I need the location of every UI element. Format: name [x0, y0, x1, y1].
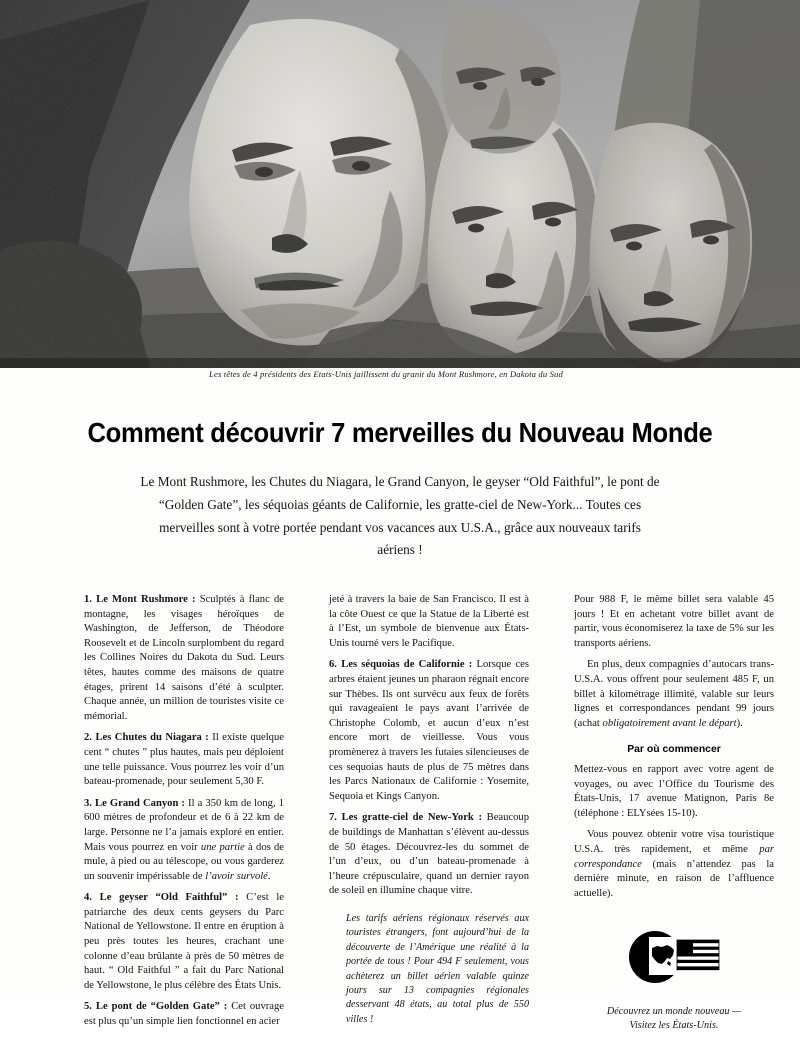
- usa-travel-service-logo-icon: [624, 928, 724, 986]
- wonder-item-4: [84, 891, 284, 993]
- item-1-number: 1.: [84, 594, 92, 605]
- item-7-body: Beaucoup de buildings de Manhattan s’élèvent au-dessus de 50 étages. Découvrez-les du sommet de l’un d’eux, ou d’un bateau-promenade à l’heure crépusculaire, quand un dernier rayon de soleil en illumine chaque vitre.: [329, 812, 529, 897]
- item-2-body: Il existe quelque cent “ chutes ” plus hautes, mais peu déploient une telle puissance. Vous pourrez les voir d’un bateau-promenade, pour seulement 5,30 F.: [84, 732, 284, 788]
- item-5-body: Cet ouvrage est plus qu’un simple lien fonctionnel en acier: [84, 1001, 284, 1028]
- airfare-promo-note: Les tarifs aériens régionaux réservés aux touristes étrangers, font aujourd’hui de la découverte de l’Amérique une réalité à la portée de tous ! Pour 494 F seulement, vous achèterez un billet aérien valable quinze jours sur 13 compagnies régionales desservant 48 états, au total plus de 550 villes !: [346, 912, 529, 1025]
- item-5-title: Le pont de “Golden Gate” :: [95, 1001, 228, 1013]
- item-3-title: Le Grand Canyon :: [95, 797, 185, 809]
- column-1: [84, 593, 284, 1037]
- wonder-item-2: [84, 731, 284, 789]
- bus-pass-paragraph: [574, 658, 774, 731]
- visa-paragraph: [574, 828, 774, 901]
- visa-text-b: (mais n’attendez pas la dernière minute, en raison de l’affluence actuelle).: [574, 858, 774, 899]
- wonder-item-1: [84, 593, 284, 724]
- article-columns: [0, 593, 800, 1037]
- tagline-line-1: Découvrez un monde nouveau —: [606, 1005, 742, 1017]
- item-2-number: 2.: [84, 732, 92, 744]
- item-5-continuation: jeté à travers la baie de San Francisco. Il est à la côte Ouest ce que la Statue de la Liberté est à l’Est, un symbole de bienvenue aux États-Unis tourné vers le Pacifique.: [329, 594, 529, 649]
- contact-paragraph: Mettez-vous en rapport avec votre agent de voyages, ou avec l’Office du Tourisme des États-Unis, 17 avenue Matignon, Paris 8e (téléphone : ELYsées 15-10).: [574, 763, 774, 819]
- item-5-number: 5.: [84, 1001, 92, 1013]
- item-4-title: Le geyser “Old Faithful” :: [99, 892, 239, 904]
- item-6-body: Lorsque ces arbres étaient jeunes un pharaon régnait encore sur Thèbes. Ils ont survécu aux feux de forêts qui ravageaient le pays avant l’arrivée de Christophe Colomb, et aucun d’eux n’est encore mort de vieillesse. Vous vous promènerez à travers les futaies silencieuses de ces sequoias hauts de plus de 75 mètres dans les Parcs Nationaux de Californie : Yosemite, Sequoia et Kings Canyon.: [329, 659, 530, 802]
- logo-block: [574, 928, 774, 1034]
- visa-italic: par correspondance: [574, 843, 774, 870]
- item-6-title: Les séquoias de Californie :: [341, 659, 473, 671]
- item-7-number: 7.: [329, 812, 337, 824]
- rushmore-illustration: [0, 0, 800, 368]
- photo-caption: Les têtes de 4 présidents des Etats-Unis jaillissent du granit du Mont Rushmore, en Dakota du Sud: [209, 369, 563, 379]
- item-6-number: 6.: [329, 659, 337, 671]
- bus-pass-text-a: En plus, deux compagnies d’autocars trans-U.S.A. vous offrent pour seulement 485 F, un billet à kilométrage illimité, valable sur leurs lignes et correspondances pendant 99 jours (achat: [574, 659, 774, 729]
- item-7-title: Les gratte-ciel de New-York :: [341, 812, 482, 824]
- tagline-line-2: Visitez les États-Unis.: [629, 1020, 719, 1032]
- page-title: Comment découvrir 7 merveilles du Nouveau Monde: [87, 417, 713, 448]
- wonder-item-3: [84, 797, 284, 885]
- item-1-body: Sculptés à flanc de montagne, les visages héroïques de Washington, de Jefferson, de Théodore Roosevelt et de Lincoln surplombent du regard les Collines Noires du Dakota du Sud. Leurs têtes, hautes comme des maisons de quatre étages, prirent 14 saisons d’été à sculpter. Chaque année, un million de touristes visite ce mémorial.: [84, 594, 284, 722]
- visa-text-a: Vous pouvez obtenir votre visa touristique U.S.A. très rapidement, et même: [574, 829, 774, 855]
- logo-tagline: [574, 1005, 774, 1034]
- item-3-body: Il a 350 km de long, 1 600 mètres de profondeur et de 6 à 22 km de large. Personne ne l’a jamais exploré en entier. Mais vous pourrez en voir: [84, 797, 284, 853]
- item-2-title: Les Chutes du Niagara :: [95, 732, 209, 744]
- column-2: [329, 593, 529, 1037]
- mount-rushmore-photograph: [0, 0, 800, 368]
- item-4-number: 4.: [84, 892, 92, 904]
- fare-detail-paragraph: Pour 988 F, le même billet sera valable 45 jours ! Et en achetant votre billet avant de partir, vous économiserez la taxe de 5% sur les transports aériens.: [574, 594, 774, 649]
- column-3: [574, 593, 774, 1037]
- item-3-body-2: à dos de mule, à pied ou au télescope, ou vous garderez un souvenir impérissable de: [84, 841, 284, 882]
- item-3-body-3: .: [267, 870, 271, 882]
- section-subheading: Par où commencer: [627, 744, 721, 756]
- bus-pass-italic: obligatoirement avant le départ: [602, 717, 737, 729]
- wonder-item-7: [329, 811, 529, 899]
- intro-paragraph: Le Mont Rushmore, les Chutes du Niagara, le Grand Canyon, le geyser “Old Faithful”, le pont de “Golden Gate”, les séquoias géants de Californie, les gratte-ciel de New-York... Toutes ces merveilles sont à votre portée pendant vos vacances aux U.S.A., grâce aux nouveaux tarifs aériens !: [140, 474, 660, 558]
- bus-pass-text-b: ).: [736, 717, 743, 729]
- item-3-italic-2: l’avoir survolé: [205, 870, 268, 882]
- item-3-italic-1: une partie: [200, 841, 245, 853]
- item-3-number: 3.: [84, 797, 92, 809]
- wonder-item-5: [84, 1000, 284, 1029]
- item-4-body: C’est le patriarche des deux cents geysers du Parc National de Yellowstone. Il entre en éruption à peu près toutes les heures, crachant une colonne d’eau brûlante à près de 50 mètres de haut. “ Old Faithful ” a fait du Parc National de Yellowstone, le plus célèbre des États Unis.: [84, 892, 284, 991]
- wonder-item-6: [329, 658, 529, 804]
- item-1-title: Le Mont Rushmore :: [96, 594, 196, 605]
